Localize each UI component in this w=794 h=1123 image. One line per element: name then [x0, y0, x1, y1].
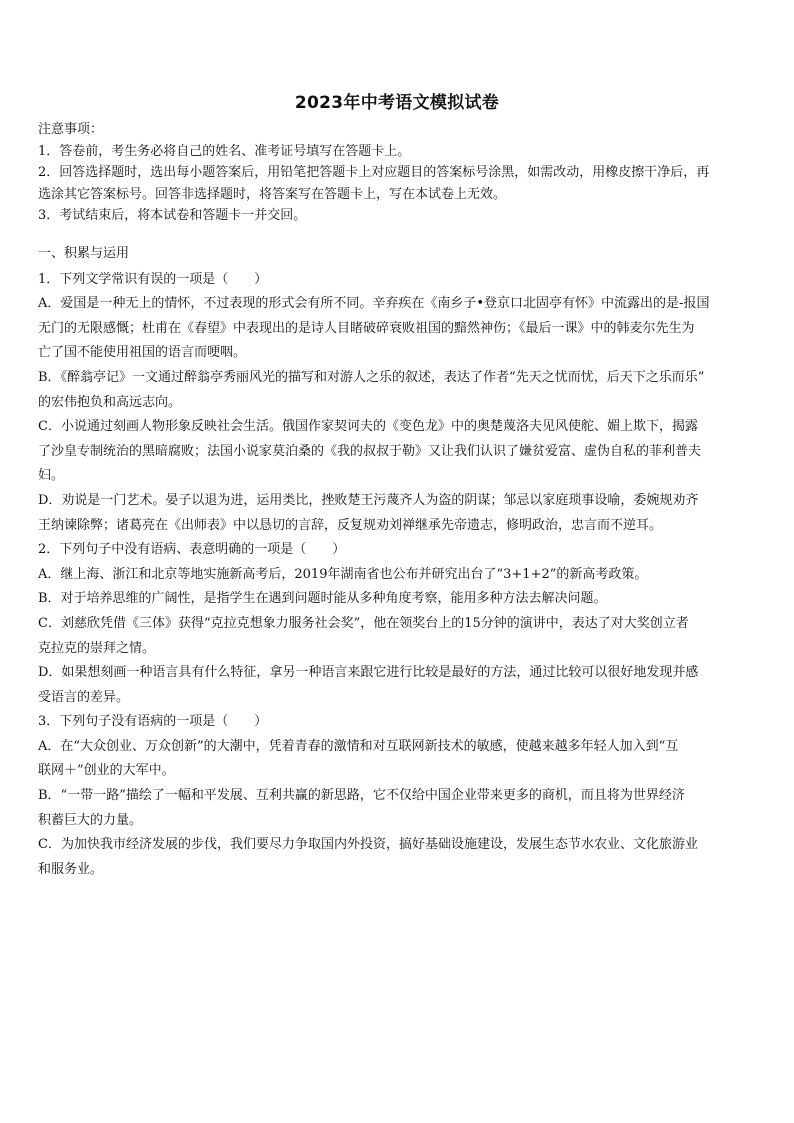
option-line: D．劝说是一门艺术。晏子以退为进，运用类比，挫败楚王污蔑齐人为盗的阴谋；邹忌以家庭琐事设喻，委婉规劝齐: [38, 492, 699, 508]
notice-item: 2．回答选择题时，选出每小题答案后，用铅笔把答题卡上对应题目的答案标号涂黑，如需改动，用橡皮擦干净后，再: [38, 165, 710, 180]
option-line: 联网＋”创业的大军中。: [38, 763, 175, 779]
question-stem: 2．下列句子中没有语病、表意明确的一项是（ ）: [38, 542, 346, 558]
option-line: D．如果想刻画一种语言具有什么特征，拿另一种语言来跟它进行比较是最好的方法，通过比较可以很好地发现并感: [38, 665, 699, 681]
notice-heading: 注意事项：: [38, 122, 104, 137]
option-line: B．“一带一路”描绘了一幅和平发展、互利共赢的新思路，它不仅给中国企业带来更多的商机，而且将为世界经济: [38, 788, 685, 804]
option-line: 了沙皇专制统治的黑暗腐败；法国小说家莫泊桑的《我的叔叔于勒》又让我们认识了嫌贫爱富、虚伪自私的菲利普夫: [38, 443, 702, 459]
option-line: 无门的无限感慨；杜甫在《春望》中表现出的是诗人目睹破碎衰败祖国的黯然神伤；《最后一课》中的韩麦尔先生为: [38, 320, 695, 336]
notice-item: 1．答卷前，考生务必将自己的姓名、准考证号填写在答题卡上。: [38, 143, 411, 159]
question-body: [38, 242, 758, 882]
option-line: B．《醉翁亭记》一文通过醉翁亭秀丽风光的描写和对游人之乐的叙述，表达了作者“先天之忧而忧，后天下之乐而乐”: [38, 369, 705, 385]
option-line: A．继上海、浙江和北京等地实施新高考后，2019年湖南省也公布并研究出台了“3+1+2”的新高考政策。: [38, 566, 648, 582]
option-line: A．爱国是一种无上的情怀，不过表现的形式会有所不同。辛弃疾在《南乡子•登京口北固亭有怀》中流露出的是-报国: [38, 296, 710, 312]
question-stem: 3．下列句子没有语病的一项是（ ）: [38, 714, 268, 730]
notice-item: 选涂其它答案标号。回答非选择题时，将答案写在答题卡上，写在本试卷上无效。: [38, 186, 507, 202]
option-line: 和服务业。: [38, 861, 104, 877]
option-line: B．对于培养思维的广阔性，是指学生在遇到问题时能从多种角度考察，能用多种方法去解决问题。: [38, 591, 607, 607]
notice-item: 3．考试结束后，将本试卷和答题卡一并交回。: [38, 208, 307, 223]
option-line: 克拉克的崇拜之情。: [38, 640, 156, 656]
option-line: 妇。: [38, 468, 65, 484]
notice-block: [38, 119, 758, 227]
option-line: 受语言的差异。: [38, 689, 130, 705]
option-line: 亡了国不能使用祖国的语言而哽咽。: [38, 345, 247, 361]
page-title: 2023年中考语文模拟试卷: [294, 93, 500, 113]
question-stem: 1．下列文学常识有误的一项是（ ）: [38, 271, 268, 287]
option-line: A．在“大众创业、万众创新”的大潮中，凭着青春的激情和对互联网新技术的敏感，使越来越多年轻人加入到“互: [38, 738, 679, 754]
option-line: C．为加快我市经济发展的步伐，我们要尽力争取国内外投资，搞好基础设施建设，发展生态节水农业、文化旅游业: [38, 837, 698, 853]
option-line: C．刘慈欣凭借《三体》获得“克拉克想象力服务社会奖”，他在领奖台上的15分钟的演讲中，表达了对大奖创立者: [38, 615, 689, 631]
option-line: C．小说通过刻画人物形象反映社会生活。俄国作家契诃夫的《变色龙》中的奥楚蔑洛夫见风使舵、媚上欺下，揭露: [38, 419, 698, 435]
option-line: 王纳谏除弊；诸葛亮在《出师表》中以恳切的言辞，反复规劝刘禅继承先帝遗志，修明政治，忠言而不逆耳。: [38, 517, 663, 533]
option-line: 积蓄巨大的力量。: [38, 812, 143, 828]
option-line: 的宏伟抱负和高远志向。: [38, 394, 182, 410]
section-heading: 一、积累与运用: [38, 246, 130, 261]
